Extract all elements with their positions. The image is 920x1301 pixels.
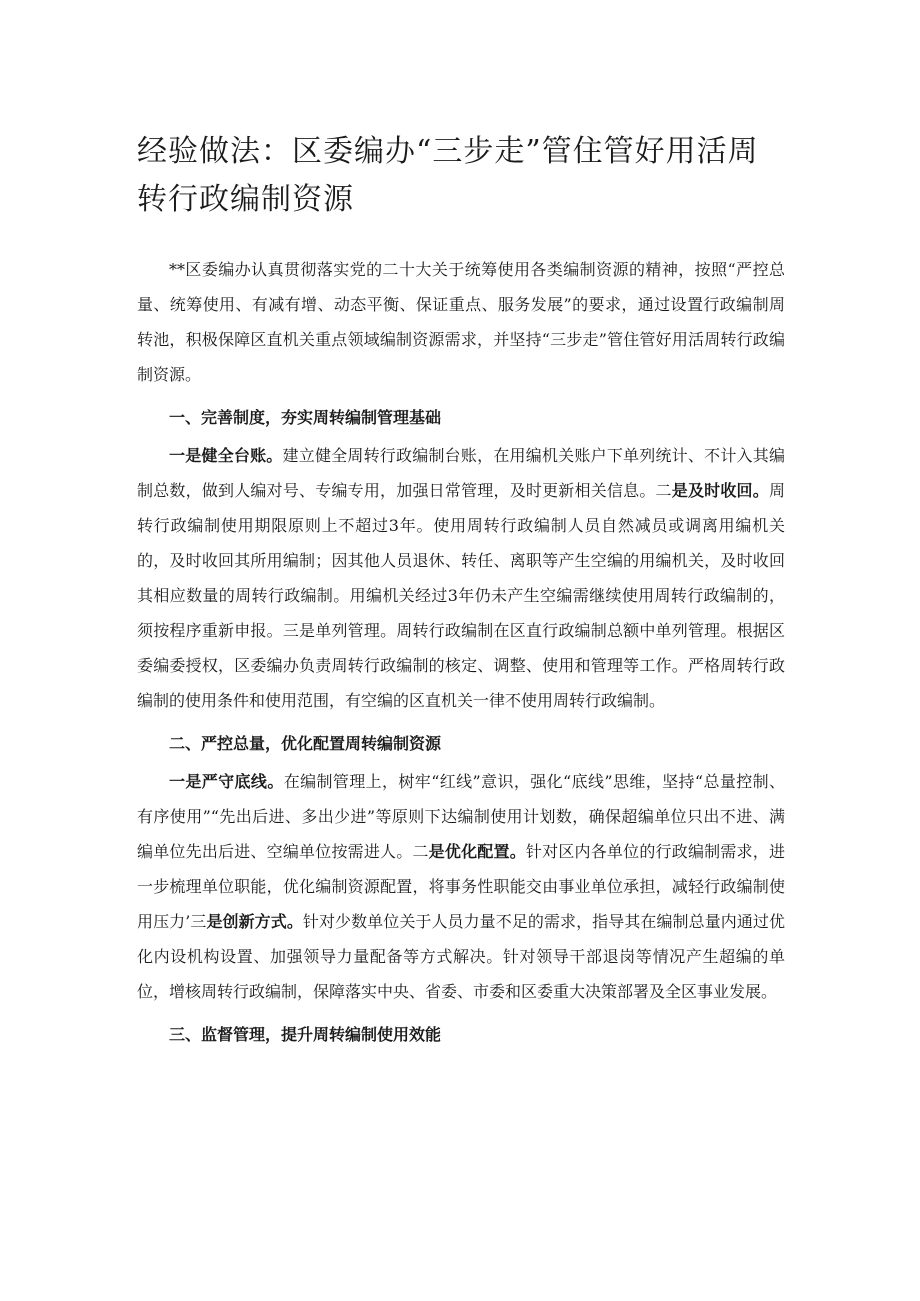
section-1-lead-1: 一是健全台账。 [169, 446, 283, 465]
section-1-paragraph [137, 438, 785, 718]
section-1-lead-2: 是及时收回。 [671, 481, 769, 500]
document-title: 经验做法：区委编办“三步走”管住管好用活周转行政编制资源 [137, 134, 759, 217]
section-1-heading: 一、完善制度，夯实周转编制管理基础 [169, 408, 442, 427]
section-2-text-3: 针对少数单位关于人员力量不足的需求，指导其在编制总量内通过优化内设机构设置、加强领导力量配备等方式解决。针对领导干部退岗等情况产生超编的单位，增核周转行政编制，保障落实中央、省委、市委和区委重大决策部署及全区事业发展。 [137, 912, 785, 1001]
section-2-lead-3: 是创新方式。 [206, 912, 303, 931]
intro-paragraph: **区委编办认真贯彻落实党的二十大关于统筹使用各类编制资源的精神，按照“严控总量、统筹使用、有减有增、动态平衡、保证重点、服务发展”的要求，通过设置行政编制周转池，积极保障区直机关重点领域编制资源需求，并坚持“三步走”管住管好用活周转行政编制资源。 [137, 260, 785, 384]
section-1-text-1: 建立健全周转行政编制台账，在用编机关账户下单列统计、不计入其编制总数，做到人编对号、专编专用，加强日常管理，及时更新相关信息。二 [137, 446, 785, 500]
document-page [137, 128, 785, 1055]
section-2-text-2: 针对区内各单位的行政编制需求，进一步梳理单位职能，优化编制资源配置，将事务性职能交由事业单位承担，减轻行政编制使用压力’三 [137, 842, 785, 931]
section-2-text-1: 在编制管理上，树牢“红线”意识，强化“底线”思维，坚持“总量控制、有序使用”“先出后进、多出少进”等原则下达编制使用计划数，确保超编单位只出不进、满编单位先出后进、空编单位按需进人。二 [137, 772, 785, 861]
section-2-lead-1: 一是严守底线。 [169, 772, 284, 791]
section-2-lead-2: 是优化配置。 [428, 842, 526, 861]
section-2-heading: 二、严控总量，优化配置周转编制资源 [169, 734, 442, 753]
section-2-paragraph [137, 764, 785, 1009]
section-3-heading: 三、监督管理，提升周转编制使用效能 [169, 1025, 442, 1044]
section-1-text-2: 周转行政编制使用期限原则上不超过3年。使用周转行政编制人员自然减员或调离用编机关的，及时收回其所用编制；因其他人员退休、转任、离职等产生空编的用编机关，及时收回其相应数量的周转行政编制。用编机关经过3年仍未产生空编需继续使用周转行政编制的，须按程序重新申报。三是单列管理。周转行政编制在区直行政编制总额中单列管理。根据区委编委授权，区委编办负责周转行政编制的核定、调整、使用和管理等工作。严格周转行政编制的使用条件和使用范围，有空编的区直机关一律不使用周转行政编制。 [137, 481, 785, 710]
